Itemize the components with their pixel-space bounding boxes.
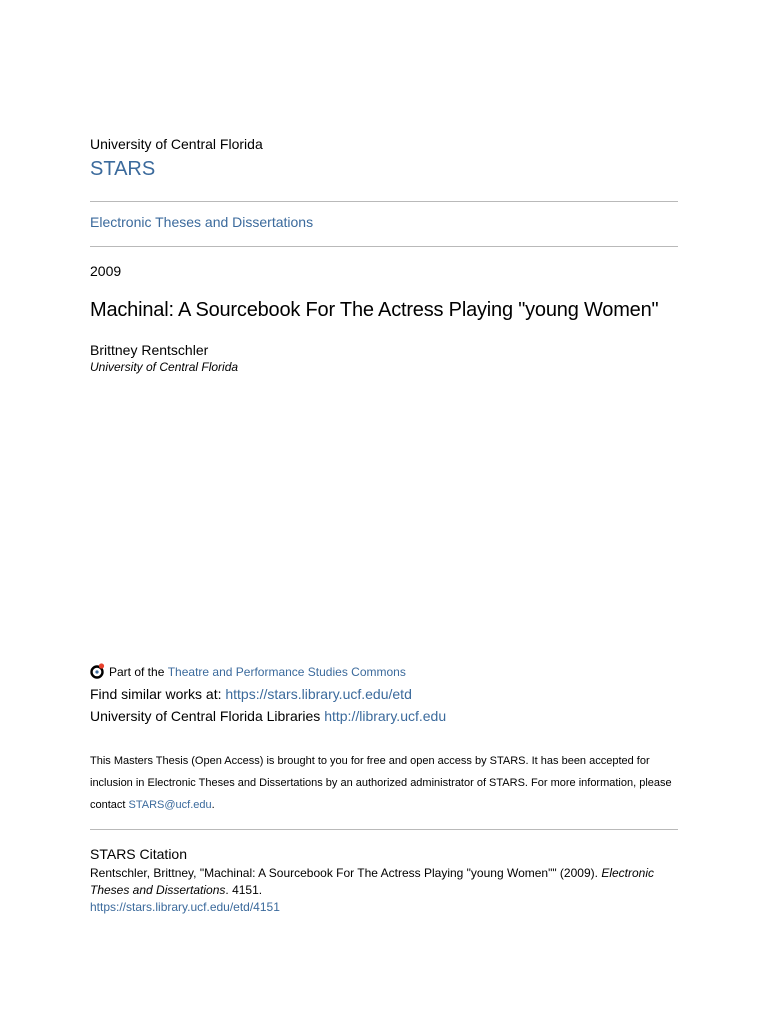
similar-works-link[interactable]: https://stars.library.ucf.edu/etd: [225, 686, 412, 702]
commons-network-icon: [90, 662, 109, 682]
libraries-link[interactable]: http://library.ucf.edu: [324, 708, 447, 724]
citation-text: [90, 865, 678, 916]
citation-series: Electronic Theses and Dissertations: [90, 866, 654, 897]
citation-body: Rentschler, Brittney, "Machinal: A Sourcebook For The Actress Playing "young Women"" (2009).: [90, 866, 598, 880]
libraries-line: [90, 708, 446, 724]
work-title: Machinal: A Sourcebook For The Actress Playing "young Women": [90, 299, 659, 321]
divider-bottom: [90, 829, 678, 830]
contact-email-link[interactable]: STARS@ucf.edu: [128, 799, 212, 811]
author-affiliation: University of Central Florida: [90, 360, 239, 374]
author-name: Brittney Rentschler: [90, 342, 209, 358]
citation-number: . 4151.: [225, 883, 263, 897]
collection-link[interactable]: Electronic Theses and Dissertations: [90, 214, 314, 230]
repository-link[interactable]: STARS: [90, 158, 156, 180]
open-access-notice: [90, 750, 678, 816]
part-of-prefix: Part of the: [109, 665, 165, 679]
similar-works-prefix: Find similar works at:: [90, 686, 222, 702]
notice-suffix: .: [211, 799, 215, 811]
publication-year: 2009: [90, 263, 122, 279]
similar-works-line: [90, 686, 412, 702]
citation-url-link[interactable]: https://stars.library.ucf.edu/etd/4151: [90, 900, 280, 914]
divider-top: [90, 201, 678, 202]
citation-heading: STARS Citation: [90, 846, 187, 862]
part-of-line: [90, 662, 406, 682]
commons-discipline-link[interactable]: Theatre and Performance Studies Commons: [167, 665, 406, 679]
institution-name: University of Central Florida: [90, 136, 263, 152]
notice-text: This Masters Thesis (Open Access) is brought to you for free and open access by STARS. It has been accepted for inclusion in Electronic Theses and Dissertations by an authorized administrator of STARS. For more information, please contact: [90, 755, 672, 811]
libraries-prefix: University of Central Florida Libraries: [90, 708, 321, 724]
divider-middle: [90, 246, 678, 247]
